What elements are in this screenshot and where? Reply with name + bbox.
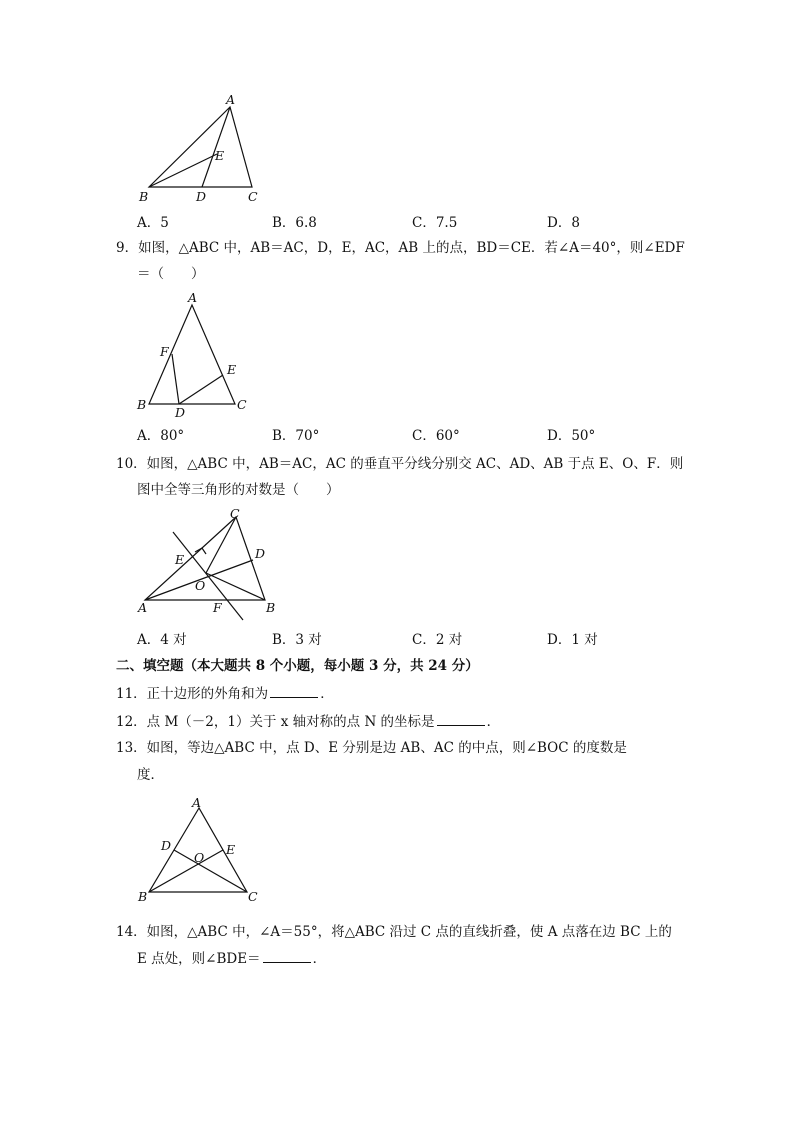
q8-option-a[interactable]: A．5 bbox=[137, 215, 169, 231]
label-c: C bbox=[248, 189, 258, 204]
q10-figure bbox=[135, 505, 285, 625]
label-c: C bbox=[230, 506, 240, 521]
q10-option-b[interactable]: B．3 对 bbox=[272, 632, 322, 648]
q12-end: ． bbox=[486, 714, 501, 730]
label-b: B bbox=[137, 397, 147, 412]
label-a: A bbox=[188, 290, 198, 305]
q9-figure bbox=[135, 290, 260, 420]
label-d: D bbox=[196, 189, 207, 204]
label-d: D bbox=[255, 546, 266, 561]
q14-answer-blank[interactable] bbox=[263, 948, 311, 963]
label-e: E bbox=[215, 148, 225, 163]
q10-text-line2: 图中全等三角形的对数是（ ） bbox=[137, 482, 340, 498]
q9-option-d[interactable]: D．50° bbox=[547, 428, 596, 444]
q10-option-d[interactable]: D．1 对 bbox=[547, 632, 598, 648]
section-fill-in-heading: 二、填空题（本大题共 8 个小题，每小题 3 分，共 24 分） bbox=[116, 658, 479, 674]
q13-text-line1: 13．如图，等边△ABC 中，点 D、E 分别是边 AB、AC 的中点，则∠BOC 的度数是 bbox=[116, 740, 627, 756]
q11-text bbox=[116, 683, 334, 704]
q9-option-a[interactable]: A．80° bbox=[137, 428, 185, 444]
label-o: O bbox=[195, 578, 206, 593]
q13-figure bbox=[135, 792, 265, 907]
q9-option-b[interactable]: B．70° bbox=[272, 428, 320, 444]
label-e: E bbox=[227, 362, 237, 377]
q9-option-c[interactable]: C．60° bbox=[412, 428, 460, 444]
q10-text-line1: 10．如图，△ABC 中，AB＝AC，AC 的垂直平分线分别交 AC、AD、AB 于点 E、O、F．则 bbox=[116, 456, 684, 472]
segment-oc bbox=[206, 517, 236, 573]
segment-ad bbox=[202, 107, 230, 187]
label-c: C bbox=[237, 397, 247, 412]
label-a: A bbox=[226, 92, 236, 107]
q10-option-a[interactable]: A．4 对 bbox=[137, 632, 187, 648]
q11-end: ． bbox=[320, 686, 334, 702]
q12-answer-blank[interactable] bbox=[437, 711, 485, 726]
q13-text-line2: 度． bbox=[137, 767, 164, 783]
q8-figure bbox=[135, 92, 275, 207]
q8-option-d[interactable]: D．8 bbox=[547, 215, 580, 231]
label-a: A bbox=[192, 795, 202, 810]
label-f: F bbox=[213, 600, 222, 615]
segment-ob bbox=[206, 573, 265, 600]
q11-prompt: 11．正十边形的外角和为 bbox=[116, 686, 269, 702]
label-a: A bbox=[138, 600, 148, 615]
label-e: E bbox=[226, 842, 236, 857]
label-b: B bbox=[266, 600, 276, 615]
q8-option-c[interactable]: C．7.5 bbox=[412, 215, 458, 231]
q14-text-line1: 14．如图，△ABC 中，∠A＝55°，将△ABC 沿过 C 点的直线折叠，使 A 点落在边 BC 上的 bbox=[116, 924, 672, 940]
q12-prompt: 12．点 M（－2，1）关于 x 轴对称的点 N 的坐标是 bbox=[116, 714, 435, 730]
label-d: D bbox=[175, 405, 186, 420]
label-c: C bbox=[248, 889, 258, 904]
q14-text-line2 bbox=[137, 948, 326, 969]
label-b: B bbox=[138, 889, 148, 904]
q11-answer-blank[interactable] bbox=[270, 683, 318, 698]
triangle-abc bbox=[149, 107, 252, 187]
perpendicular-bisector bbox=[173, 532, 243, 620]
label-b: B bbox=[139, 189, 149, 204]
label-d: D bbox=[161, 838, 172, 853]
label-o: O bbox=[194, 850, 205, 865]
q9-text-line2: ＝（ ） bbox=[137, 266, 205, 282]
q14-end: ． bbox=[312, 951, 327, 967]
label-e: E bbox=[175, 552, 185, 567]
label-f: F bbox=[160, 344, 169, 359]
segment-be bbox=[149, 154, 217, 187]
q8-option-b[interactable]: B．6.8 bbox=[272, 215, 317, 231]
q9-text-line1: 9．如图，△ABC 中，AB＝AC，D，E，AC，AB 上的点，BD＝CE．若∠A＝40°，则∠EDF bbox=[116, 240, 685, 256]
q12-text bbox=[116, 711, 500, 732]
q14-prompt: E 点处，则∠BDE＝ bbox=[137, 951, 261, 967]
segment-de bbox=[179, 375, 223, 404]
segment-fd bbox=[172, 354, 179, 404]
q10-option-c[interactable]: C．2 对 bbox=[412, 632, 463, 648]
